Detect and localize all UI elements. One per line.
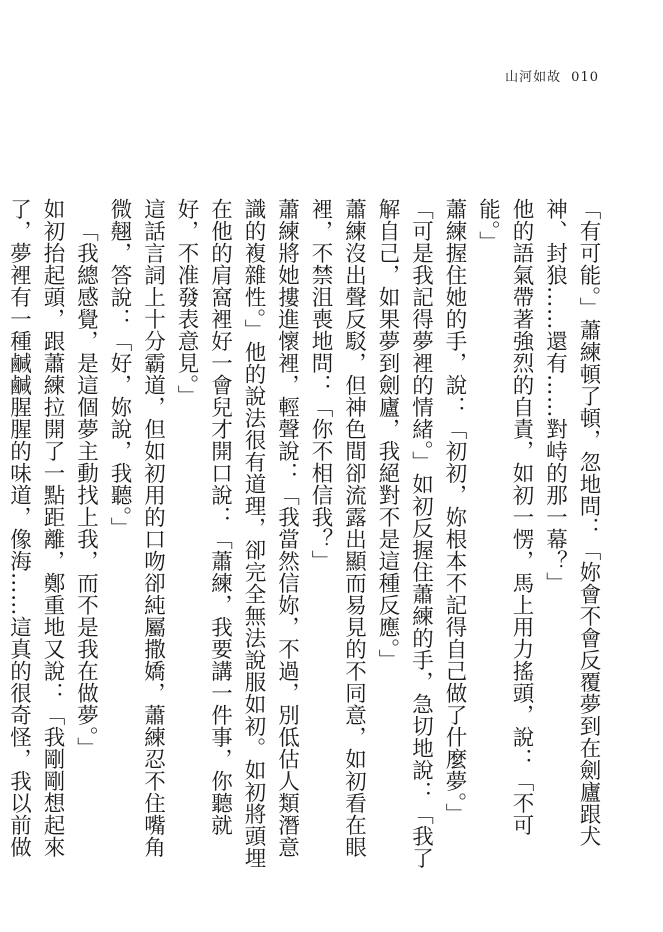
- paragraph-4: 「可是我記得夢裡的情緒。」如初反握住蕭練的手，急切地說：「我了解自己，如果夢到劍廬，我絕對不是這種反應。」: [375, 198, 434, 870]
- paragraph-3: 蕭練握住她的手，說：「初初，妳根本不記得自己做了什麼夢。」: [442, 198, 467, 826]
- running-header: [505, 66, 599, 85]
- paragraph-8: 「我總感覺，是這個夢主動找上我，而不是我在做夢。」: [73, 219, 99, 759]
- paragraph-5: 蕭練沒出聲反駁，但神色間卻流露出顯而易見的不同意，如初看在眼裡，不禁沮喪地問：「你不相信我？」: [308, 198, 367, 858]
- paragraph-1: 「有可能。」蕭練頓了頓，忽地問：「妳會不會反覆夢到在劍廬跟犬神、封狼……還有……對峙的那一幕？」: [542, 198, 601, 848]
- paragraph-2: 他的語氣帶著強烈的自責，如初一愣，馬上用力搖頭，說：「不可能。」: [475, 198, 534, 836]
- page-number: 010: [571, 70, 599, 85]
- body-text: [6, 198, 605, 878]
- paragraph-6: 蕭練將她摟進懷裡，輕聲說：「我當然信妳，不過，別低估人類潛意識的複雜性。」他的說法很有道理，卻完全無法說服如初。如初將頭埋在他的肩窩裡好一會兒才開口說：「蕭練，我要講一件事，你聽就好，不准發表意見。」: [174, 198, 300, 870]
- paragraph-9: 如初抬起頭，跟蕭練拉開了一點距離，鄭重地又說：「我剛剛想起來了，夢裡有一種鹹鹹腥腥的味道，像海……這真的很奇怪，我以前做: [6, 198, 65, 858]
- paragraph-7: 這話言詞上十分霸道，但如初用的口吻卻純屬撒嬌，蕭練忍不住嘴角微翹，答說：「好，妳說，我聽。」: [107, 198, 166, 858]
- book-title: 山河如故: [505, 70, 562, 85]
